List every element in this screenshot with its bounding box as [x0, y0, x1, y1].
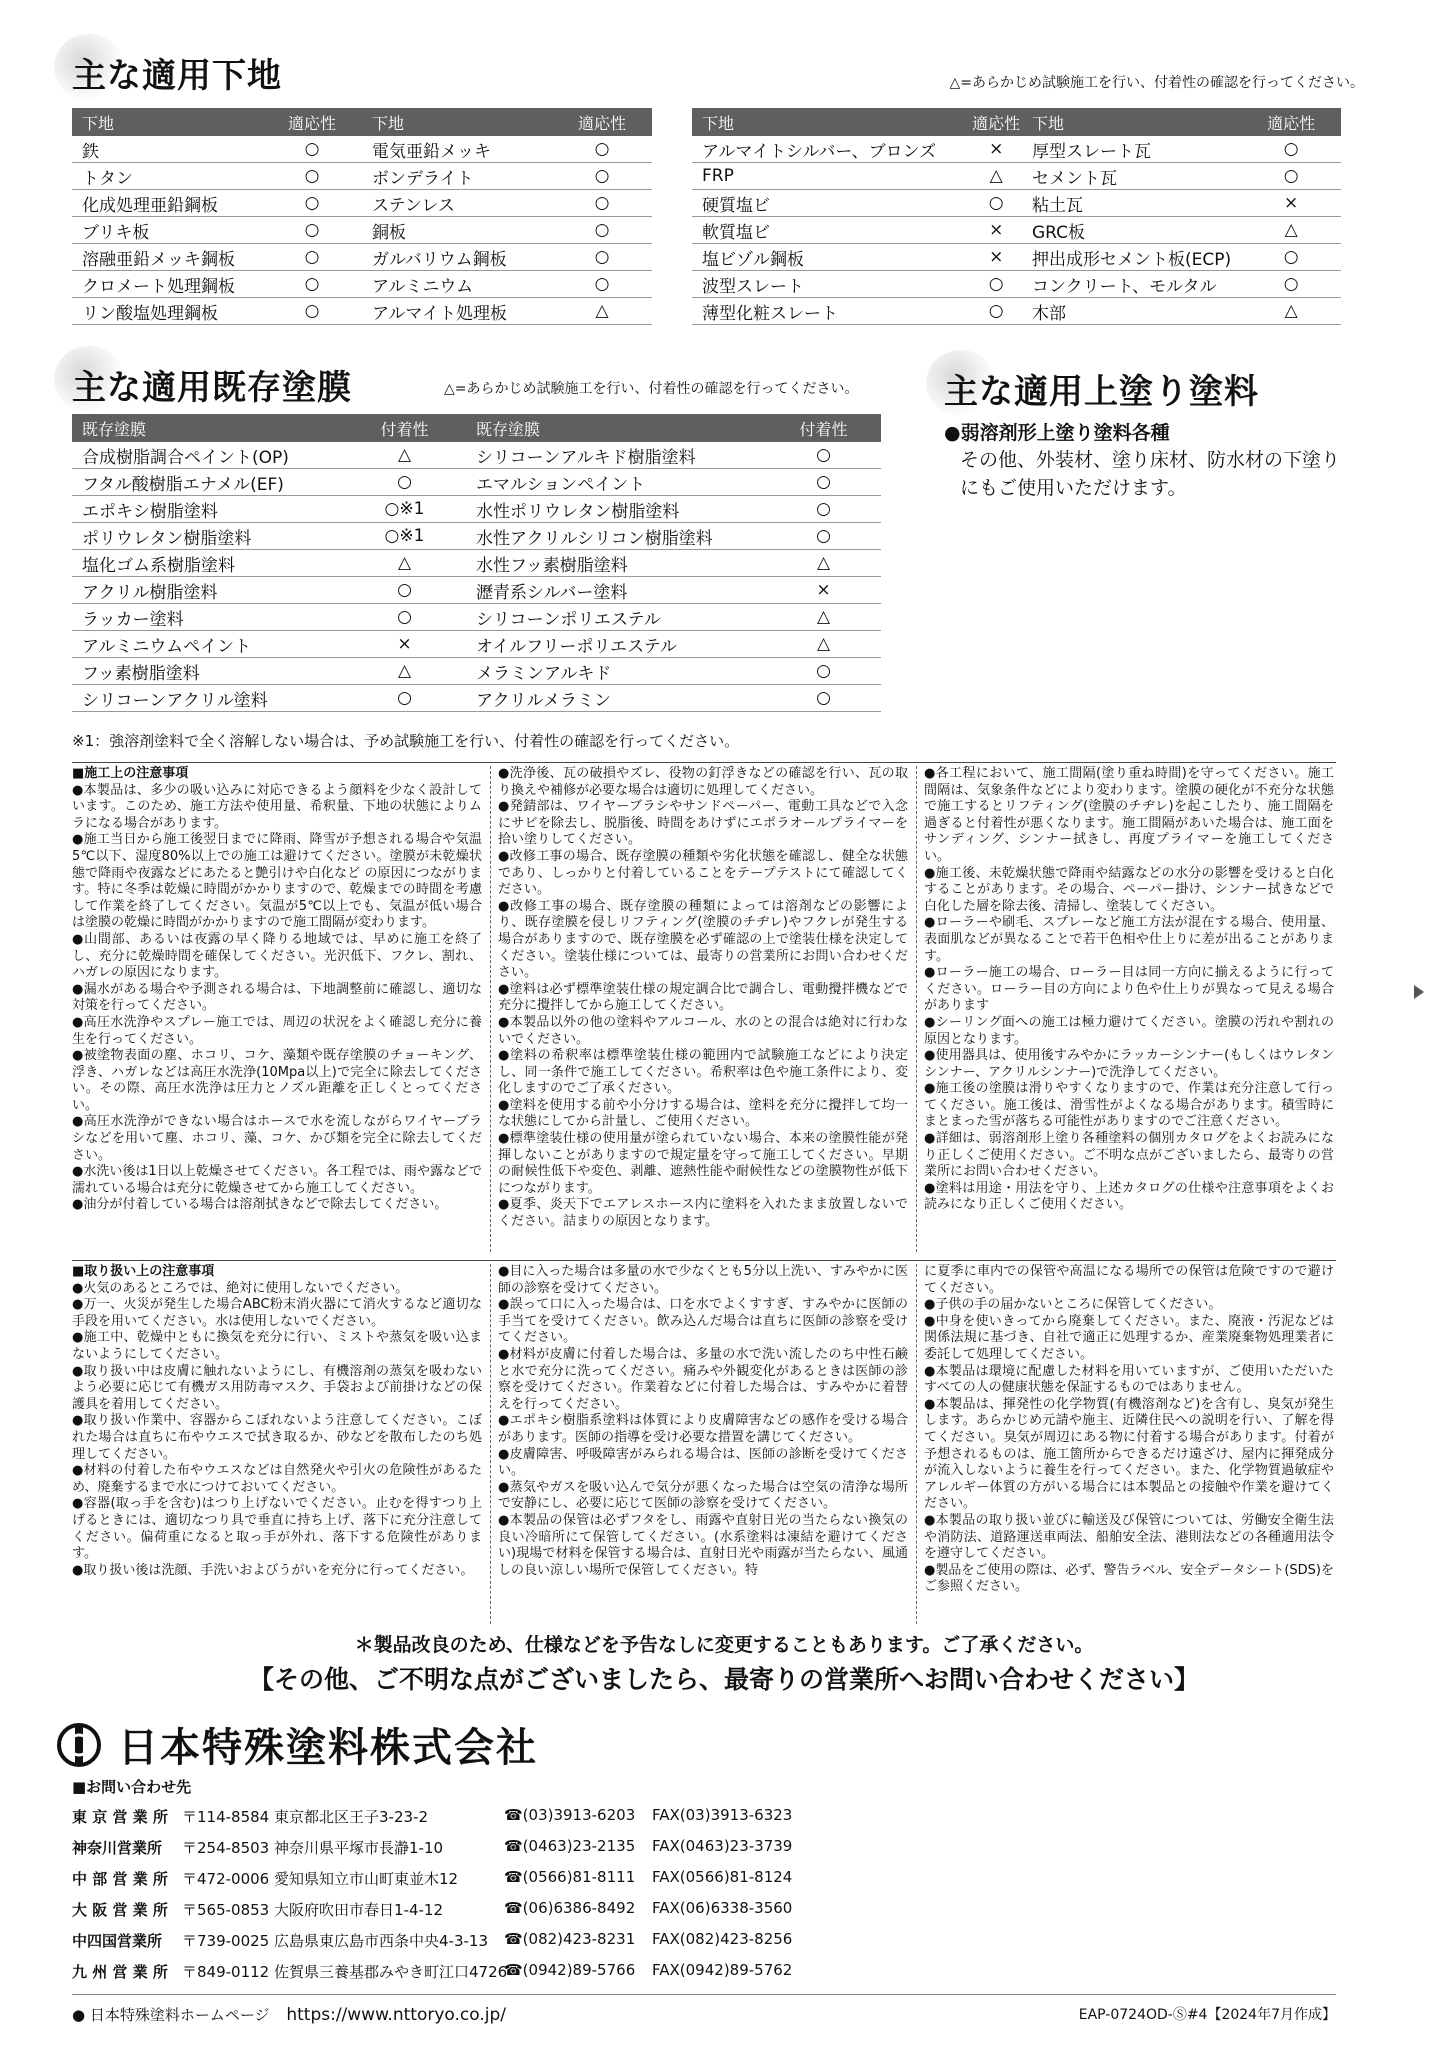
rating-cell: ○: [552, 271, 652, 298]
handling-col-3: [924, 1264, 1334, 1596]
material-cell: フタル酸樹脂エナメル(EF): [72, 469, 337, 496]
topcoat-desc: その他、外装材、塗り床材、防水材の下塗りにもご使用いただけます。: [960, 449, 1341, 499]
rating-cell: ×: [337, 631, 472, 658]
table-row: [362, 298, 652, 325]
table-header-row: [466, 414, 881, 442]
rating-cell: △: [337, 550, 472, 577]
notes-heading: ■取り扱い上の注意事項: [72, 1264, 215, 1279]
inquiry-banner: 【その他、ご不明な点がございましたら、最寄りの営業所へお問い合わせください】: [248, 1665, 1199, 1694]
existing-table-2: [466, 414, 881, 712]
rating-cell: ○: [766, 442, 881, 469]
rating-cell: ○: [262, 190, 362, 217]
notes-heading: ■施工上の注意事項: [72, 766, 189, 781]
rating-cell: ○: [766, 469, 881, 496]
note-item: ●蒸気やガスを吸い込んで気分が悪くなった場合は空気の清浄な場所で安静にし、必要に応じて医師の診察を受けてください。: [498, 1479, 908, 1512]
table-row: [1022, 136, 1341, 163]
note-item: ●改修工事の場合、既存塗膜の種類によっては溶剤などの影響により、既存塗膜を侵しリフティング(塗膜のチヂレ)やフクレが発生する場合がありますので、既存塗膜を必ず確認の上で塗装仕様を決定してください。塗装仕様については、最寄りの営業所にお問い合わせください。: [498, 898, 908, 981]
material-cell: フッ素樹脂塗料: [72, 658, 337, 685]
table-row: [72, 244, 362, 271]
rating-cell: ○: [766, 496, 881, 523]
note-item: ●施工中、乾燥中ともに換気を充分に行い、ミストや蒸気を吸い込まないようにしてください。: [72, 1330, 482, 1362]
material-cell: シリコーンアクリル塗料: [72, 685, 337, 712]
rating-cell: ×: [946, 217, 1046, 244]
material-cell: セメント瓦: [1022, 163, 1241, 190]
note-item: ●発錆部は、ワイヤーブラシやサンドペーパー、電動工具などで入念にサビを除去し、脱脂後、時間をあけずにエポラオールプライマーを拾い塗りしてください。: [498, 799, 908, 848]
office-address: 〒114-8584 東京都北区王子3-23-2: [182, 1808, 428, 1826]
note-item: ●目に入った場合は多量の水で少なくとも5分以上洗い、すみやかに医師の診察を受けてください。: [498, 1264, 908, 1296]
office-phone: ☎(082)423-8231: [504, 1930, 636, 1948]
rating-cell: ○: [337, 577, 472, 604]
material-cell: 溶融亜鉛メッキ鋼板: [72, 244, 262, 271]
column-header: 下地: [1022, 108, 1241, 136]
table-row: [692, 163, 1046, 190]
office-address: 〒849-0112 佐賀県三養基郡みやき町江口4726: [182, 1963, 508, 1981]
column-header: 既存塗膜: [466, 414, 766, 442]
office-phone: ☎(06)6386-8492: [504, 1899, 636, 1917]
table-row: [362, 136, 652, 163]
note-item: ●各工程において、施工間隔(塗り重ね時間)を守ってください。施工間隔は、気象条件などにより変わります。塗膜の硬化が不充分な状態で施工するとリフティング(塗膜のチヂレ)を起こしたり、施工間隔を過ぎると付着性が悪くなります。施工間隔があいた場合は、施工面をサンディング、シンナー拭きし、再度プライマーを施工してください。: [924, 766, 1334, 864]
substrates-title-text: 主な適用下地: [72, 56, 282, 96]
table-row: [466, 550, 881, 577]
note-item: ●ローラー施工の場合、ローラー目は同一方向に揃えるように行ってください。ローラー目の方向により色や仕上りが異なって見える場合があります: [924, 965, 1334, 1014]
rating-cell: ○: [766, 523, 881, 550]
note-item: ●塗料は必ず標準塗装仕様の規定調合比で調合し、電動攪拌機などで充分に攪拌してから施工してください。: [498, 981, 908, 1014]
material-cell: 波型スレート: [692, 271, 946, 298]
note-item: ●高圧水洗浄やスプレー施工では、周辺の状況をよく確認し充分に養生を行ってください。: [72, 1014, 482, 1047]
existing-title: [72, 360, 352, 409]
note-item: ●誤って口に入った場合は、口を水でよくすすぎ、すみやかに医師の手当てを受けてください。飲み込んだ場合は直ちに医師の診察を受けてください。: [498, 1297, 908, 1346]
topcoat-title-text: 主な適用上塗り塗料: [944, 372, 1259, 412]
rating-cell: ○: [1241, 271, 1341, 298]
material-cell: エマルションペイント: [466, 469, 766, 496]
substrate-table-4: [1022, 108, 1341, 325]
table-row: [72, 685, 472, 712]
note-item: ●塗料の希釈率は標準塗装仕様の範囲内で試験施工などにより決定し、同一条件で施工してください。希釈率は色や施工条件により、変化しますのでご了承ください。: [498, 1048, 908, 1097]
column-header: 付着性: [337, 414, 472, 442]
office-fax: FAX(0463)23-3739: [652, 1837, 793, 1855]
material-cell: 化成処理亜鉛鋼板: [72, 190, 262, 217]
note-item: ●改修工事の場合、既存塗膜の種類や劣化状態を確認し、健全な状態であり、しっかりと付着していることをテープテストにて確認してください。: [498, 848, 908, 898]
note-item: ●本製品は、揮発性の化学物質(有機溶剤など)を含有し、臭気が発生します。あらかじめ元請や施主、近隣住民への説明を行い、了解を得てください。臭気が周辺にある物に付着する場合があります。付着が予想されるものは、施工箇所からできるだけ遠ざけ、屋内に揮発成分が流入しないように養生を行ってください。また、化学物質過敏症やアレルギー体質の方がいる場合には本製品との接触や作業を避けてください。: [924, 1396, 1334, 1512]
rating-cell: ×: [946, 136, 1046, 163]
note-item: に夏季に車内での保管や高温になる場所での保管は危険ですので避けてください。: [924, 1264, 1334, 1296]
table-row: [72, 604, 472, 631]
note-item: ●洗浄後、瓦の破損やズレ、役物の釘浮きなどの確認を行い、瓦の取り換えや補修が必要な場合は適切に処理してください。: [498, 766, 908, 798]
rating-cell: ○: [946, 298, 1046, 325]
material-cell: 押出成形セメント板(ECP): [1022, 244, 1241, 271]
material-cell: 厚型スレート瓦: [1022, 136, 1241, 163]
material-cell: メラミンアルキド: [466, 658, 766, 685]
note-item: ●製品をご使用の際は、必ず、警告ラベル、安全データシート(SDS)をご参照ください。: [924, 1562, 1334, 1595]
document-code: EAP-0724OD-Ⓢ#4【2024年7月作成】: [1078, 2007, 1336, 2023]
office-name: 中 部 営 業 所: [72, 1870, 168, 1888]
table-row: [72, 523, 472, 550]
note-item: ●漏水がある場合や予測される場合は、下地調整前に確認し、適切な対策を行ってください。: [72, 981, 482, 1014]
note-item: ●中身を使いきってから廃棄してください。また、廃液・汚泥などは関係法規に基づき、自社で適正に処理するか、産業廃棄物処理業者に委託して処理してください。: [924, 1313, 1334, 1362]
rating-cell: ○: [552, 190, 652, 217]
material-cell: リン酸塩処理鋼板: [72, 298, 262, 325]
table-row: [72, 136, 362, 163]
existing-note: △=あらかじめ試験施工を行い、付着性の確認を行ってください。: [444, 381, 859, 397]
material-cell: 硬質塩ビ: [692, 190, 946, 217]
table-row: [1022, 244, 1341, 271]
rating-cell: ○※1: [337, 523, 472, 550]
office-name: 九 州 営 業 所: [72, 1963, 168, 1981]
substrates-title: [72, 48, 282, 97]
material-cell: 塩ビゾル鋼板: [692, 244, 946, 271]
table-row: [692, 217, 1046, 244]
office-address: 〒472-0006 愛知県知立市山町東並木12: [182, 1870, 459, 1888]
rating-cell: ○: [262, 298, 362, 325]
rating-cell: ○: [766, 685, 881, 712]
substrate-table-2: [362, 108, 652, 325]
material-cell: ガルバリウム鋼板: [362, 244, 552, 271]
office-name: 中四国営業所: [72, 1932, 163, 1950]
rating-cell: ○: [1241, 244, 1341, 271]
column-header: 下地: [72, 108, 262, 136]
note-item: ●施工当日から施工後翌日までに降雨、降雪が予想される場合や気温5℃以下、湿度80%以上での施工は避けてください。塗膜が未乾燥状態で降雨や夜露などにあたると艶引けや白化など の原因につながります。特に冬季は乾燥に時間がかかりますので、乾燥までの時間を考慮して作業を終了してください。気温が5℃以上でも、気温が低い場合は塗膜の乾燥に時間がかかりますので施工間隔が変わります。: [72, 832, 482, 931]
table-row: [362, 163, 652, 190]
note-item: ●取り扱い中は皮膚に触れないようにし、有機溶剤の蒸気を吸わないよう必要に応じて有機ガス用防毒マスク、手袋および前掛けなどの保護具を着用してください。: [72, 1363, 482, 1412]
note-item: ●夏季、炎天下でエアレスホース内に塗料を入れたまま放置しないでください。詰まりの原因となります。: [498, 1197, 908, 1230]
table-header-row: [362, 108, 652, 136]
substrate-table-3: [692, 108, 1046, 325]
table-row: [362, 271, 652, 298]
table-row: [1022, 271, 1341, 298]
table-row: [72, 442, 472, 469]
rating-cell: ○: [552, 217, 652, 244]
note-item: ●子供の手の届かないところに保管してください。: [924, 1297, 1222, 1313]
rating-cell: ○: [262, 244, 362, 271]
note-item: ●標準塗装仕様の使用量が塗られていない場合、本来の塗膜性能が発揮しないことがありますので規定量を守って施工してください。早期の耐候性低下や変色、剥離、遮熱性能や耐候性などの塗膜物性が低下につながります。: [498, 1131, 908, 1196]
table-row: [72, 631, 472, 658]
material-cell: ボンデライト: [362, 163, 552, 190]
rating-cell: ○: [552, 244, 652, 271]
table-row: [362, 217, 652, 244]
next-page-arrow-icon[interactable]: [1414, 985, 1424, 999]
homepage-link[interactable]: https://www.nttoryo.co.jp/: [286, 2005, 506, 2025]
note-item: ●塗料を使用する前や小分けする場合は、塗料を充分に攪拌して均一な状態にしてから計量し、ご使用ください。: [498, 1097, 908, 1130]
table-row: [72, 550, 472, 577]
rating-cell: ○: [1241, 163, 1341, 190]
column-header: 下地: [362, 108, 552, 136]
footer-rule: [72, 1994, 1336, 1995]
rating-cell: ○: [262, 271, 362, 298]
table-row: [466, 631, 881, 658]
rating-cell: △: [946, 163, 1046, 190]
note-item: ●容器(取っ手を含む)はつり上げないでください。止むを得すつり上げるときには、適切なつり具で垂直に持ち上げ、落下に充分注意してください。偏荷重になると取っ手が外れ、落下する危険性があります。: [72, 1496, 482, 1562]
office-name: 東 京 営 業 所: [72, 1808, 168, 1826]
contact-title: ■お問い合わせ先: [72, 1778, 192, 1796]
topcoat-title: [944, 364, 1259, 413]
table-row: [466, 604, 881, 631]
office-fax: FAX(0566)81-8124: [652, 1868, 793, 1886]
rating-cell: ○: [1241, 136, 1341, 163]
office-phone: ☎(0942)89-5766: [504, 1961, 636, 1979]
office-phone: ☎(0566)81-8111: [504, 1868, 636, 1886]
material-cell: トタン: [72, 163, 262, 190]
column-header: 下地: [692, 108, 946, 136]
rating-cell: ○: [552, 163, 652, 190]
table-row: [72, 190, 362, 217]
construction-top-rule: [72, 762, 1336, 763]
column-header: 既存塗膜: [72, 414, 337, 442]
material-cell: コンクリート、モルタル: [1022, 271, 1241, 298]
office-address: 〒739-0025 広島県東広島市西条中央4-3-13: [182, 1932, 488, 1950]
material-cell: 水性アクリルシリコン樹脂塗料: [466, 523, 766, 550]
rating-cell: ○: [337, 685, 472, 712]
column-header: 適応性: [552, 108, 652, 136]
table-row: [466, 577, 881, 604]
table-row: [692, 136, 1046, 163]
table-row: [466, 658, 881, 685]
material-cell: 鉄: [72, 136, 262, 163]
material-cell: アルミニウムペイント: [72, 631, 337, 658]
column-header: 適応性: [1241, 108, 1341, 136]
note-item: ●詳細は、弱溶剤形上塗り各種塗料の個別カタログをよくお読みになり正しくご使用ください。ご不明な点がございましたら、最寄りの営業所にお問い合わせください。: [924, 1131, 1334, 1180]
table-row: [692, 244, 1046, 271]
rating-cell: ○: [262, 217, 362, 244]
rating-cell: △: [1241, 217, 1341, 244]
office-address: 〒254-8503 神奈川県平塚市長瀞1-10: [182, 1839, 444, 1857]
existing-footnote: ※1：強溶剤塗料で全く溶解しない場合は、予め試験施工を行い、付着性の確認を行ってください。: [72, 732, 740, 750]
note-item: ●万一、火災が発生した場合ABC粉末消火器にて消火するなど適切な手段を用いてください。水は使用しないでください。: [72, 1297, 482, 1329]
table-row: [1022, 190, 1341, 217]
table-row: [72, 163, 362, 190]
material-cell: 水性フッ素樹脂塗料: [466, 550, 766, 577]
handling-col-1: [72, 1264, 482, 1579]
rating-cell: ○: [262, 163, 362, 190]
material-cell: アクリル樹脂塗料: [72, 577, 337, 604]
rating-cell: ○: [946, 190, 1046, 217]
note-item: ●本製品は、多少の吸い込みに対応できるよう顔料を少なく設計しています。このため、施工方法や使用量、希釈量、下地の状態によりムラになる場合があります。: [72, 782, 482, 831]
note-item: ●施工後、未乾燥状態で降雨や結露などの水分の影響を受けると白化することがあります。その場合、ペーパー掛け、シンナー拭きなどで白化した層を除去後、清掃し、塗装してください。: [924, 865, 1334, 914]
rating-cell: ×: [766, 577, 881, 604]
note-item: ●本製品以外の他の塗料やアルコール、水のとの混合は絶対に行わないでください。: [498, 1014, 908, 1047]
company-name: 日本特殊塗料株式会社: [118, 1725, 538, 1771]
note-item: ●施工後の塗膜は滑りやすくなりますので、作業は充分注意して行ってください。施工後は、滑雪性がよくなる場合があります。積雪時にまとまった雪が落ちる可能性がありますのでご注意ください。: [924, 1081, 1334, 1130]
note-item: ●高圧水洗浄ができない場合はホースで水を流しながらワイヤーブラシなどを用いて塵、ホコリ、藻、コケ、かび類を完全に除去してください。: [72, 1114, 482, 1163]
office-fax: FAX(03)3913-6323: [652, 1806, 793, 1824]
rating-cell: ○: [766, 658, 881, 685]
material-cell: FRP: [692, 163, 946, 190]
office-fax: FAX(06)6338-3560: [652, 1899, 793, 1917]
note-item: ●被塗物表面の塵、ホコリ、コケ、藻類や既存塗膜のチョーキング、浮き、ハガレなどは高圧水洗浄(10Mpa以上)で完全に除去してください。その際、高圧水洗浄は圧力とノズル距離を正しくとってください。: [72, 1048, 482, 1113]
note-item: ●本製品の保管は必ずフタをし、雨露や直射日光の当たらない換気の良い冷暗所にて保管してください。(水系塗料は凍結を避けてください)現場で材料を保管する場合は、直射日光や雨露が当たらない、風通しの良い涼しい場所で保管してください。特: [498, 1512, 908, 1578]
handling-divider-1: [490, 1264, 491, 1624]
construction-divider-1: [490, 766, 491, 1252]
rating-cell: ○: [337, 604, 472, 631]
material-cell: ポリウレタン樹脂塗料: [72, 523, 337, 550]
rating-cell: △: [552, 298, 652, 325]
note-item: ●シーリング面への施工は極力避けてください。塗膜の汚れや割れの原因となります。: [924, 1014, 1334, 1047]
rating-cell: ×: [1241, 190, 1341, 217]
note-item: ●材料が皮膚に付着した場合は、多量の水で洗い流したのち中性石鹸と水で充分に洗ってください。痛みや外観変化があるときは医師の診察を受けてください。作業着などに付着した場合は、すみやかに着替えを行ってください。: [498, 1346, 908, 1412]
office-phone: ☎(03)3913-6203: [504, 1806, 636, 1824]
rating-cell: △: [337, 658, 472, 685]
material-cell: ブリキ板: [72, 217, 262, 244]
material-cell: 軟質塩ビ: [692, 217, 946, 244]
note-item: ●エポキシ樹脂系塗料は体質により皮膚障害などの感作を受ける場合があります。医師の指導を受け必要な措置を講じてください。: [498, 1413, 908, 1445]
substrate-table-1: [72, 108, 362, 325]
table-row: [72, 271, 362, 298]
existing-table-1: [72, 414, 472, 712]
note-item: ●ローラーや刷毛、スプレーなど施工方法が混在する場合、使用量、表面肌などが異なることで若干色相や仕上りに差が出ることがあります。: [924, 915, 1334, 964]
office-address: 〒565-0853 大阪府吹田市春日1-4-12: [182, 1901, 443, 1919]
handling-divider-2: [916, 1264, 917, 1624]
table-row: [1022, 163, 1341, 190]
material-cell: アクリルメラミン: [466, 685, 766, 712]
note-item: ●山間部、あるいは夜露の早く降りる地域では、早めに施工を終了し、充分に乾燥時間を確保してください。光沢低下、フクレ、割れ、ハガレの原因になります。: [72, 931, 482, 981]
office-phone: ☎(0463)23-2135: [504, 1837, 636, 1855]
material-cell: 瀝青系シルバー塗料: [466, 577, 766, 604]
material-cell: シリコーンポリエステル: [466, 604, 766, 631]
homepage-label: [72, 2004, 506, 2025]
existing-title-text: 主な適用既存塗膜: [72, 368, 352, 408]
material-cell: シリコーンアルキド樹脂塗料: [466, 442, 766, 469]
rating-cell: ○: [552, 136, 652, 163]
column-header: 適応性: [262, 108, 362, 136]
construction-col-2: [498, 766, 908, 1231]
material-cell: 電気亜鉛メッキ: [362, 136, 552, 163]
table-row: [692, 298, 1046, 325]
note-item: ●取り扱い作業中、容器からこぼれないよう注意してください。こぼれた場合は直ちに布やウエスで拭き取るか、砂などを散布したのち処理してください。: [72, 1413, 482, 1462]
note-item: ●水洗い後は1日以上乾燥させてください。各工程では、雨や露などで濡れている場合は充分に乾燥させてから施工してください。: [72, 1164, 482, 1196]
material-cell: エポキシ樹脂塗料: [72, 496, 337, 523]
column-header: 適応性: [946, 108, 1046, 136]
company-logo-icon: [56, 1722, 102, 1768]
material-cell: アルマイトシルバー、ブロンズ: [692, 136, 946, 163]
office-name: 大 阪 営 業 所: [72, 1901, 168, 1919]
table-row: [1022, 217, 1341, 244]
material-cell: 合成樹脂調合ペイント(OP): [72, 442, 337, 469]
rating-cell: ○: [337, 469, 472, 496]
material-cell: 薄型化粧スレート: [692, 298, 946, 325]
table-row: [466, 496, 881, 523]
table-row: [466, 523, 881, 550]
office-name: 神奈川営業所: [72, 1839, 163, 1857]
material-cell: オイルフリーポリエステル: [466, 631, 766, 658]
note-item: ●皮膚障害、呼吸障害がみられる場合は、医師の診断を受けてください。: [498, 1446, 908, 1479]
table-row: [692, 190, 1046, 217]
rating-cell: △: [766, 631, 881, 658]
table-row: [1022, 298, 1341, 325]
construction-col-1: [72, 766, 482, 1214]
material-cell: ステンレス: [362, 190, 552, 217]
rating-cell: △: [766, 550, 881, 577]
table-row: [362, 244, 652, 271]
note-item: ●材料の付着した布やウエスなどは自然発火や引火の危険性があるため、廃棄するまで水につけておいてください。: [72, 1463, 482, 1495]
handling-top-rule: [72, 1260, 1336, 1261]
note-item: ●本製品の取り扱い並びに輸送及び保管については、労働安全衛生法や消防法、道路運送車両法、船舶安全法、港則法などの各種適用法令を遵守してください。: [924, 1512, 1334, 1562]
construction-col-3: [924, 766, 1334, 1214]
column-header: 付着性: [766, 414, 881, 442]
rating-cell: △: [337, 442, 472, 469]
table-header-row: [72, 108, 362, 136]
table-row: [466, 469, 881, 496]
table-header-row: [1022, 108, 1341, 136]
material-cell: 粘土瓦: [1022, 190, 1241, 217]
rating-cell: △: [766, 604, 881, 631]
note-item: ●油分が付着している場合は溶剤拭きなどで除去してください。: [72, 1197, 448, 1213]
table-row: [72, 496, 472, 523]
table-header-row: [72, 414, 472, 442]
table-row: [72, 577, 472, 604]
construction-divider-2: [916, 766, 917, 1252]
material-cell: 木部: [1022, 298, 1241, 325]
rating-cell: △: [1241, 298, 1341, 325]
material-cell: 水性ポリウレタン樹脂塗料: [466, 496, 766, 523]
table-header-row: [692, 108, 1046, 136]
table-row: [466, 685, 881, 712]
note-item: ●本製品は環境に配慮した材料を用いていますが、ご使用いただいたすべての人の健康状態を保証するものではありません。: [924, 1363, 1334, 1396]
material-cell: アルマイト処理板: [362, 298, 552, 325]
table-row: [362, 190, 652, 217]
note-item: ●塗料は用途・用法を守り、上述カタログの仕様や注意事項をよくお読みになり正しくご使用ください。: [924, 1180, 1334, 1213]
material-cell: 塩化ゴム系樹脂塗料: [72, 550, 337, 577]
change-notice: ＊製品改良のため、仕様などを予告なしに変更することもあります。ご了承ください。: [354, 1634, 1094, 1656]
material-cell: GRC板: [1022, 217, 1241, 244]
material-cell: アルミニウム: [362, 271, 552, 298]
note-item: ●取り扱い後は洗顔、手洗いおよびうがいを充分に行ってください。: [72, 1562, 474, 1578]
note-item: ●使用器具は、使用後すみやかにラッカーシンナー(もしくはウレタンシンナー、アクリルシンナー)で洗浄してください。: [924, 1048, 1334, 1080]
rating-cell: ○: [946, 271, 1046, 298]
table-row: [72, 298, 362, 325]
rating-cell: ○※1: [337, 496, 472, 523]
office-fax: FAX(082)423-8256: [652, 1930, 793, 1948]
topcoat-item: ●弱溶剤形上塗り塗料各種: [944, 422, 1170, 444]
rating-cell: ×: [946, 244, 1046, 271]
table-row: [72, 217, 362, 244]
table-row: [72, 469, 472, 496]
material-cell: 銅板: [362, 217, 552, 244]
office-fax: FAX(0942)89-5762: [652, 1961, 793, 1979]
table-row: [466, 442, 881, 469]
material-cell: クロメート処理鋼板: [72, 271, 262, 298]
material-cell: ラッカー塗料: [72, 604, 337, 631]
company-logo: [56, 1722, 102, 1772]
note-item: ●火気のあるところでは、絶対に使用しないでください。: [72, 1280, 409, 1296]
homepage-label-text: ● 日本特殊塗料ホームページ: [72, 2006, 270, 2024]
table-row: [692, 271, 1046, 298]
rating-cell: ○: [262, 136, 362, 163]
table-row: [72, 658, 472, 685]
substrates-note: △=あらかじめ試験施工を行い、付着性の確認を行ってください。: [949, 75, 1364, 91]
handling-col-2: [498, 1264, 908, 1579]
